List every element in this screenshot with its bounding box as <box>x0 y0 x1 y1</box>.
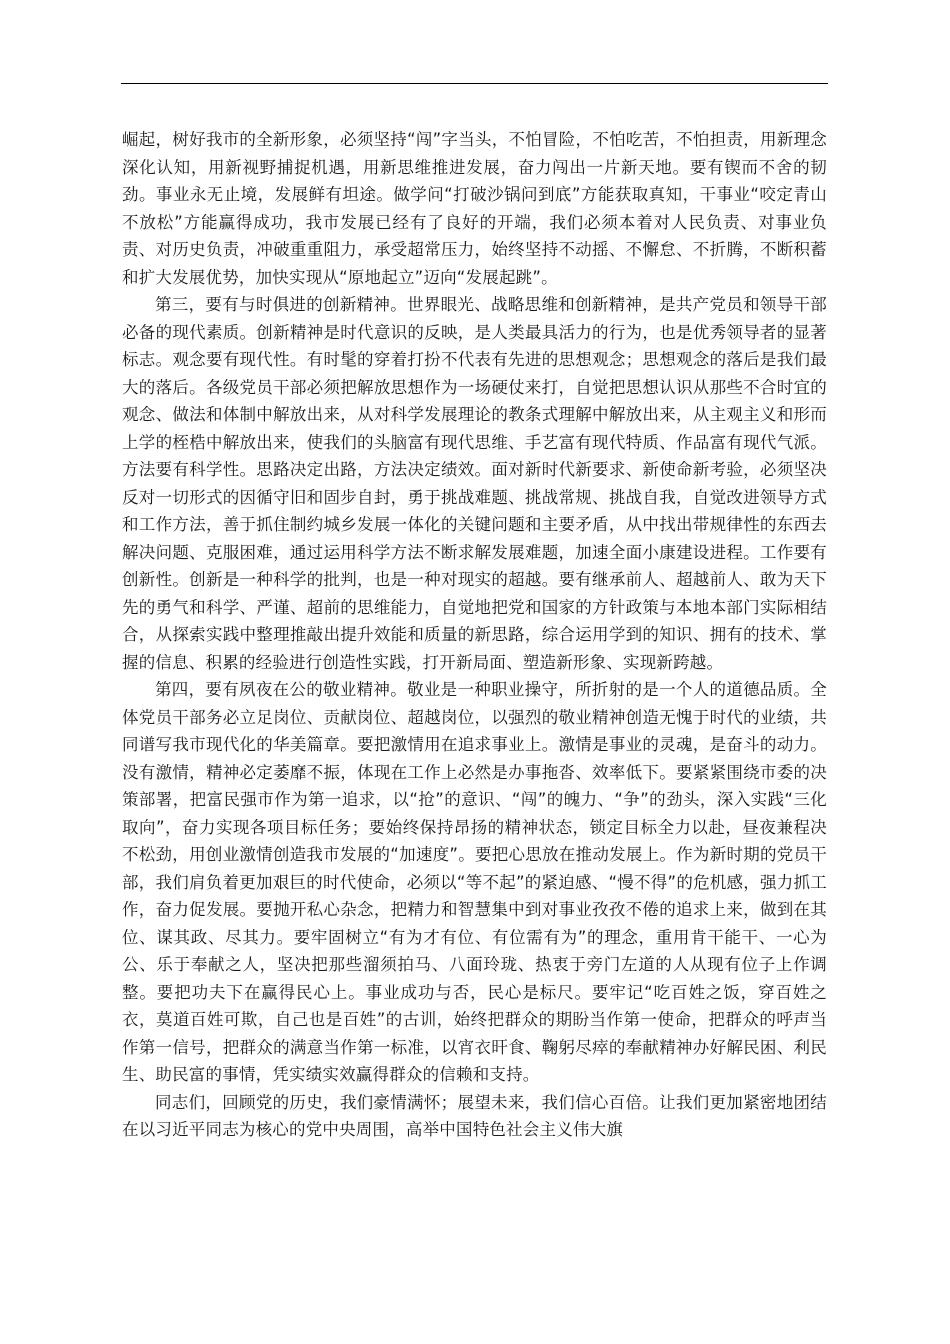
paragraph-continuation: 崛起，树好我市的全新形象，必须坚持“闯”字当头，不怕冒险，不怕吃苦，不怕担责，用新理念深化认知，用新视野捕捉机遇，用新思维推进发展，奋力闯出一片新天地。要有锲而不舍的韧劲。事业永无止境，发展鲜有坦途。做学问“打破沙锅问到底”方能获取真知，干事业“咬定青山不放松”方能赢得成功，我市发展已经有了良好的开端，我们必须本着对人民负责、对事业负责、对历史负责，冲破重重阻力，承受超常压力，始终坚持不动摇、不懈怠、不折腾，不断积蓄和扩大发展优势，加快实现从“原地起立”迈向“发展起跳”。 <box>122 130 827 287</box>
header-rule <box>121 83 828 84</box>
paragraph-fourth-point-dedication: 第四，要有夙夜在公的敬业精神。敬业是一种职业操守，所折射的是一个人的道德品质。全体党员干部务必立足岗位、贡献岗位、超越岗位，以强烈的敬业精神创造无愧于时代的业绩，共同谱写我市现代化的华美篇章。要把激情用在追求事业上。激情是事业的灵魂，是奋斗的动力。没有激情，精神必定萎靡不振，体现在工作上必然是办事拖沓、效率低下。要紧紧围绕市委的决策部署，把富民强市作为第一追求，以“抢”的意识、“闯”的魄力、“争”的劲头，深入实践“三化取向”，奋力实现各项目标任务；要始终保持昂扬的精神状态，锁定目标全力以赴，昼夜兼程决不松劲，用创业激情创造我市发展的“加速度”。要把心思放在推动发展上。作为新时期的党员干部，我们肩负着更加艰巨的时代使命，必须以“等不起”的紧迫感、“慢不得”的危机感，强力抓工作，奋力促发展。要抛开私心杂念，把精力和智慧集中到对事业孜孜不倦的追求上来，做到在其位、谋其政、尽其力。要牢固树立“有为才有位、有位需有为”的理念，重用肯干能干、一心为公、乐于奉献之人，坚决把那些溜须拍马、八面玲珑、热衷于旁门左道的人从现有位子上作调整。要把功夫下在赢得民心上。事业成功与否，民心是标尺。要牢记“吃百姓之饭，穿百姓之衣，莫道百姓可欺，自己也是百姓”的古训，始终把群众的期盼当作第一使命，把群众的呼声当作第一信号，把群众的满意当作第一标准，以宵衣旰食、鞠躬尽瘁的奉献精神办好解民困、利民生、助民富的事情，凭实绩实效赢得群众的信赖和支持。 <box>122 680 827 1084</box>
paragraph-closing: 同志们，回顾党的历史，我们豪情满怀；展望未来，我们信心百倍。让我们更加紧密地团结在以习近平同志为核心的党中央周围，高举中国特色社会主义伟大旗 <box>122 1092 827 1139</box>
paragraph-third-point-innovation: 第三，要有与时俱进的创新精神。世界眼光、战略思维和创新精神，是共产党员和领导干部必备的现代素质。创新精神是时代意识的反映，是人类最具活力的行为，也是优秀领导者的显著标志。观念要有现代性。有时髦的穿着打扮不代表有先进的思想观念；思想观念的落后是我们最大的落后。各级党员干部必须把解放思想作为一场硬仗来打，自觉把思想认识从那些不合时宜的观念、做法和体制中解放出来，从对科学发展理论的教条式理解中解放出来，从主观主义和形而上学的桎梏中解放出来，使我们的头脑富有现代思维、手艺富有现代特质、作品富有现代气派。方法要有科学性。思路决定出路，方法决定绩效。面对新时代新要求、新使命新考验，必须坚决反对一切形式的因循守旧和固步自封，勇于挑战难题、挑战常规、挑战自我，自觉改进领导方式和工作方法，善于抓住制约城乡发展一体化的关键问题和主要矛盾，从中找出带规律性的东西去解决问题、克服困难，通过运用科学方法不断求解发展难题，加速全面小康建设进程。工作要有创新性。创新是一种科学的批判，也是一种对现实的超越。要有继承前人、超越前人、敢为天下先的勇气和科学、严谨、超前的思维能力，自觉地把党和国家的方针政策与本地本部门实际相结合，从探索实践中整理推敲出提升效能和质量的新思路，综合运用学到的知识、拥有的技术、掌握的信息、积累的经验进行创造性实践，打开新局面、塑造新形象、实现新跨越。 <box>122 295 827 672</box>
body-text <box>122 126 827 1144</box>
